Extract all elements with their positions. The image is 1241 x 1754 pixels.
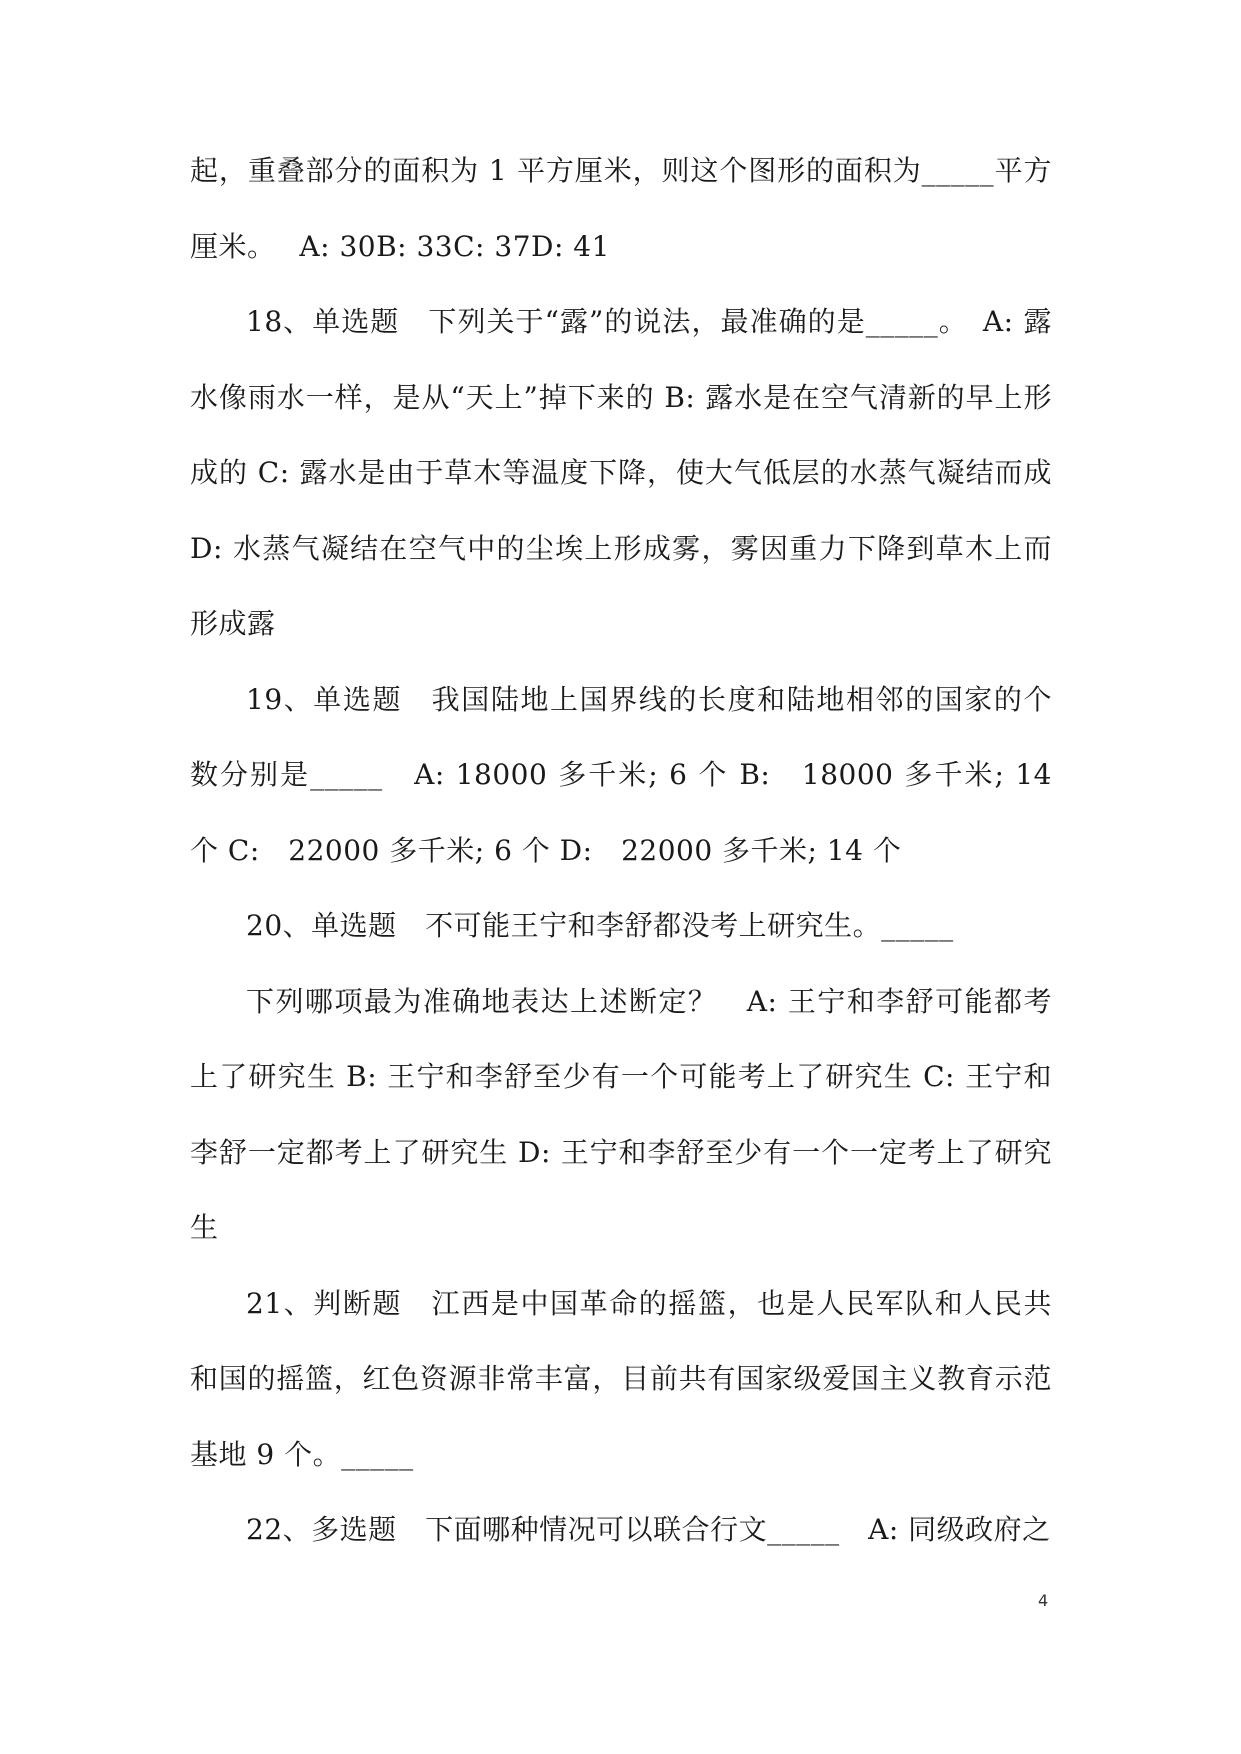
paragraph-q20-options: 下列哪项最为准确地表达上述断定？ A: 王宁和李舒可能都考上了研究生 B: 王宁和李舒至少有一个可能考上了研究生 C: 王宁和李舒一定都考上了研究生 D: 王宁和李舒至少有一个一定考上了研究生 [190,984,1052,1244]
page-number: 4 [1038,1591,1049,1610]
paragraph-q17-continued: 起，重叠部分的面积为 1 平方厘米，则这个图形的面积为_____平方厘米。 A: 30B: 33C: 37D: 41 [190,154,1052,263]
paragraph-q21: 21、判断题 江西是中国革命的摇篮，也是人民军队和人民共和国的摇篮，红色资源非常丰富，目前共有国家级爱国主义教育示范基地 9 个。_____ [190,1286,1052,1471]
document-body [190,133,1052,1568]
paragraph-q20: 20、单选题 不可能王宁和李舒都没考上研究生。_____ [246,909,954,942]
paragraph-q18: 18、单选题 下列关于“露”的说法，最准确的是_____。 A: 露水像雨水一样，是从“天上”掉下来的 B: 露水是在空气清新的早上形成的 C: 露水是由于草木等温度下降，使大气低层的水蒸气凝结而成 D: 水蒸气凝结在空气中的尘埃上形成雾，雾因重力下降到草木上而形成露 [190,305,1052,640]
paragraph-q22: 22、多选题 下面哪种情况可以联合行文_____ A: 同级政府之 [246,1513,1051,1546]
paragraph-q19: 19、单选题 我国陆地上国界线的长度和陆地相邻的国家的个数分别是_____ A: 18000 多千米; 6 个 B: 18000 多千米; 14 个 C: 22000 多千米; 6 个 D: 22000 多千米; 14 个 [190,682,1052,867]
